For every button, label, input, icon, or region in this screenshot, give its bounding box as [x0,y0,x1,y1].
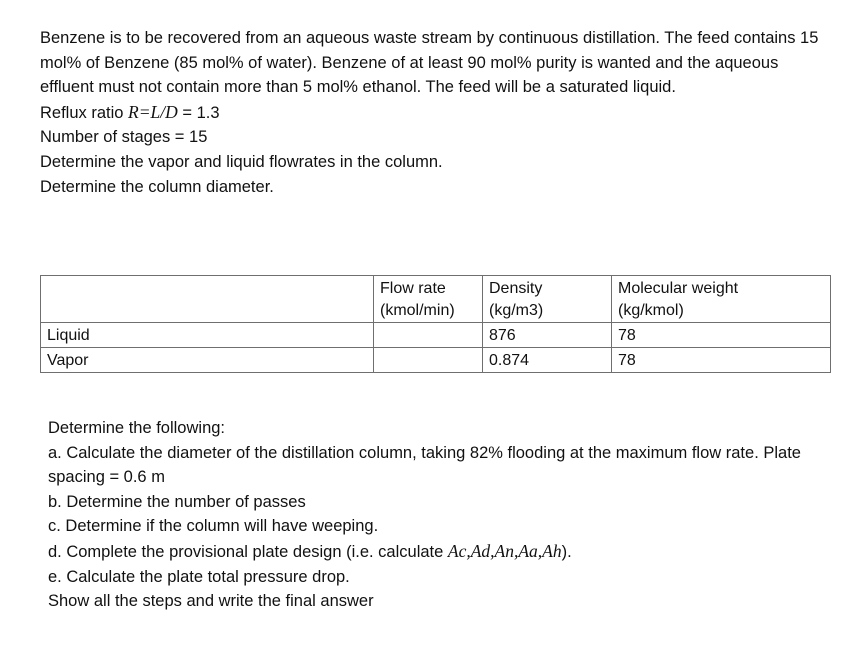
tasks-heading: Determine the following: [48,419,226,437]
task-e: e. Calculate the plate total pressure drop. [48,567,350,586]
task-a: a. Calculate the diameter of the distillation column, taking 82% flooding at the maximum flow rate. Plate spacing = 0.6 m [48,443,801,487]
molecular-weight-label: Molecular weight [618,280,739,297]
molecular-weight-cell: 78 [612,323,831,348]
table-row-vapor [41,348,831,373]
tasks-footer: Show all the steps and write the final answer [48,592,374,611]
header-density [483,276,612,323]
header-cell-empty [41,276,374,323]
task-d-suffix: ). [561,542,572,561]
reflux-formula: R=L/D [128,101,178,122]
task-list [48,416,838,614]
problem-intro: Benzene is to be recovered from an aqueous waste stream by continuous distillation. The feed contains 15 mol% of Benzene (85 mol% of water). Benzene of at least 90 mol% purity is wanted and the aqueous effluent must not contain more than 5 mol% ethanol. The feed will be a saturated liquid. [40,29,819,97]
table-row-liquid [41,323,831,348]
properties-table [40,275,831,373]
task-d [48,539,838,565]
phase-cell: Liquid [41,323,374,348]
reflux-value: = 1.3 [177,103,220,122]
density-cell: 0.874 [483,348,612,373]
flow-rate-cell [374,323,483,348]
problem-statement [40,26,830,199]
molecular-weight-unit: (kg/kmol) [618,302,684,319]
flow-rate-label: Flow rate [380,280,446,297]
header-flow-rate [374,276,483,323]
reflux-label: Reflux ratio [40,103,129,122]
flow-rate-unit: (kmol/min) [380,302,455,319]
stages-line: Number of stages = 15 [40,128,208,147]
task-flowrates: Determine the vapor and liquid flowrates in the column. [40,152,443,171]
flow-rate-cell [374,348,483,373]
task-c: c. Determine if the column will have weeping. [48,517,379,536]
header-molecular-weight [612,276,831,323]
task-d-prefix: d. Complete the provisional plate design (i.e. calculate [48,542,448,561]
task-diameter: Determine the column diameter. [40,177,274,196]
density-unit: (kg/m3) [489,302,544,319]
density-cell: 876 [483,323,612,348]
table-header-row [41,276,831,323]
task-d-formula: Ac,Ad,An,Aa,Ah [447,540,562,561]
phase-cell: Vapor [41,348,374,373]
task-b: b. Determine the number of passes [48,492,306,511]
density-label: Density [489,280,543,297]
molecular-weight-cell: 78 [612,348,831,373]
reflux-ratio-line [40,100,830,126]
